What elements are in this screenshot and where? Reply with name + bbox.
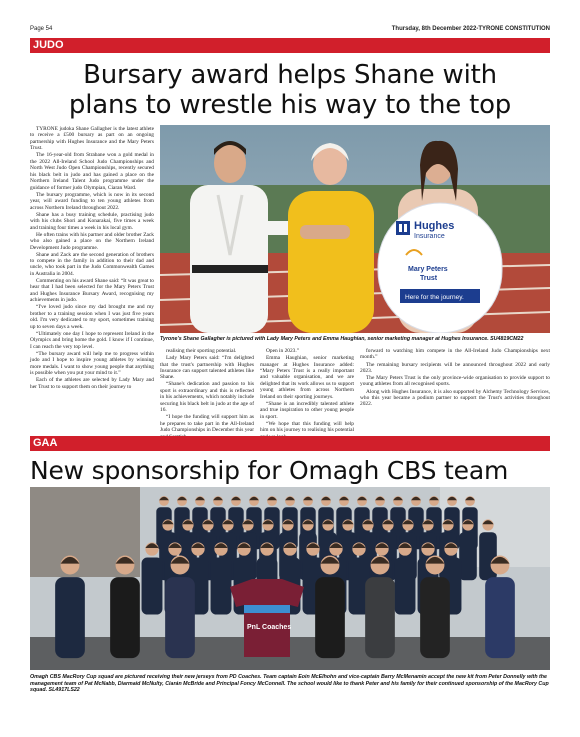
article-paragraph: Shane and Zack are the second generation of brothers to compete in the family in addition to their dad and uncle, who took part in the Judo Commonwealth Games in Australia in 2004.	[30, 251, 154, 277]
dateline: Thursday, 8th December 2022-TYRONE CONSTITUTION	[391, 26, 550, 32]
article-column-1	[30, 126, 154, 452]
board-brand-sub: Insurance	[414, 233, 445, 240]
article-paragraph: “I've loved judo since my dad brought me and my brother to a training session when I was just five years old. I'm very dedicated to my sport, sometimes training up to seven days a week.	[30, 304, 154, 330]
headline-bursary	[30, 60, 550, 120]
jersey-sponsor-text: PnL Coaches	[247, 624, 292, 631]
article-paragraph: “Shane is an incredibly talented athlete and true inspiration to other young people in sport.	[260, 400, 354, 420]
article-paragraph: “I hope the funding will support him as he prepares to take part in the All-Ireland Judo Championships in December this year	[160, 414, 254, 434]
headline-sponsorship: New sponsorship for Omagh CBS team	[30, 456, 509, 485]
board-trust-line1: Mary Peters	[408, 266, 448, 273]
article-paragraph: Shane has a busy training schedule, practising judo with his clubs Shori and Konarakai, five times a week and training four times a week in his local gym.	[30, 211, 154, 231]
section-tag: JUDO	[33, 39, 64, 51]
article-paragraph: Commenting on his award Shane said: “It was great to hear that I had been selected for the Mary Peters Trust and Hughes Insurance Bursary Award, recognising my achievements in judo.	[30, 277, 154, 304]
section-tag: GAA	[33, 437, 58, 449]
article-paragraph: He often trains with his partner and older brother Zack who also gained a place on the Northern Ireland Development Judo programme.	[30, 231, 154, 251]
headline-line: plans to wrestle his way to the top	[68, 90, 512, 120]
photo-caption-judo: Tyrone's Shane Gallagher is pictured with Lady Mary Peters and Emma Haughian, senior marketing manager at Hughes Insurance. SU4819CM22	[160, 336, 524, 342]
article-paragraph: The Mary Peters Trust is the only province-wide organisation to provide support to young athletes from all recognised sports.	[360, 375, 550, 388]
board-trust-line2: Trust	[420, 275, 438, 282]
page-number: Page 54	[30, 26, 53, 32]
article-paragraph: Lady Mary Peters said: “I'm delighted that the trust's partnership with Hughes Insurance can support talented athletes like Shane.	[160, 355, 254, 381]
photo-shane-gallagher	[160, 125, 550, 333]
article-paragraph: The bursary programme, which is now in its second year, will award funding to ten young athletes from across Northern Ireland throughout 2022.	[30, 191, 154, 211]
section-band-judo	[30, 38, 550, 53]
article-paragraph: “Ultimately one day I hope to represent Ireland in the Olympics and bring home the gold. I know if I continue, I can reach the very top level.	[30, 330, 154, 350]
photo-omagh-cbs-squad	[30, 487, 550, 670]
article-paragraph: Each of the athletes are selected by Lady Mary and her Trust to to support them on their journey to	[30, 377, 154, 390]
article-paragraph: realising their sporting potential.	[166, 348, 237, 354]
page-folio	[30, 26, 550, 36]
article-paragraph: TYRONE judoka Shane Gallagher is the latest athlete to receive a £500 bursary as part on an ongoing partnership with Hughes Insurance and the Mary Peters Trust.	[30, 126, 154, 152]
board-brand: Hughes	[414, 220, 455, 232]
photo-caption-gaa: Omagh CBS MacRory Cup squad are pictured receiving their new jerseys from PD Coaches. Team captain Eoin McElhohn and vice-captain Barry McMenamin accept the new kit from Peter Donnelly with the management team of Pat McNabb, Diarmaid McNulty, Ciarán McBride and Principal Foncy McConnell. The school would like to thank Peter and his family for their continued sponsorship of the MacRory Cup squad. SL4917LS22	[30, 674, 549, 693]
sponsor-board	[378, 203, 502, 333]
article-paragraph: “We hope that this funding will help him on his journey to realising his potential	[260, 420, 354, 434]
article-paragraph: Open in 2023.”	[266, 348, 300, 354]
section-band-gaa	[30, 436, 550, 451]
article-paragraph: Emma Haughian, senior marketing manager at Hughes Insurance added: “Mary Peters Trust is a really important and valuable organisation, and we are delighted that its work allows us to support young athletes from across Northern Ireland on their sporting journeys.	[260, 355, 354, 400]
article-paragraph: “Shane's dedication and passion to his sport is extraordinary and this is reflected in his achievements, which notably include securing his black belt in judo at the age of 16.	[160, 381, 254, 414]
headline-line: Bursary award helps Shane with	[83, 60, 497, 90]
board-slogan: Here for the journey.	[405, 294, 464, 301]
photo-scene	[160, 125, 550, 333]
article-paragraph: forward to watching him compete in the All-Ireland Judo Championships next month.”	[360, 348, 550, 361]
article-paragraph: The remaining bursary recipients will be announced throughout 2022 and early 2023.	[360, 361, 550, 374]
article-paragraph: The 16-year-old from Strabane won a gold medal in the 2022 All-Ireland School Judo Championships and North West Judo Open Championships, recently secured his black belt in judo and has gained a place on the Northern Ireland Talent Judo programme under the guidance of former judo Olympian, Ciaran Ward.	[30, 152, 154, 191]
article-paragraph: Along with Hughes Insurance, it is also supported by Alchemy Technology Services, who this year became a podium partner to support the Trust's activities throughout 2022.	[360, 388, 550, 408]
squad-scene	[30, 487, 550, 670]
article-paragraph: “The bursary award will help me to progress within judo and I hope to inspire young athletes by winning more medals. I want to show young people that anything is possible when you put your mind to it.”	[30, 350, 154, 377]
